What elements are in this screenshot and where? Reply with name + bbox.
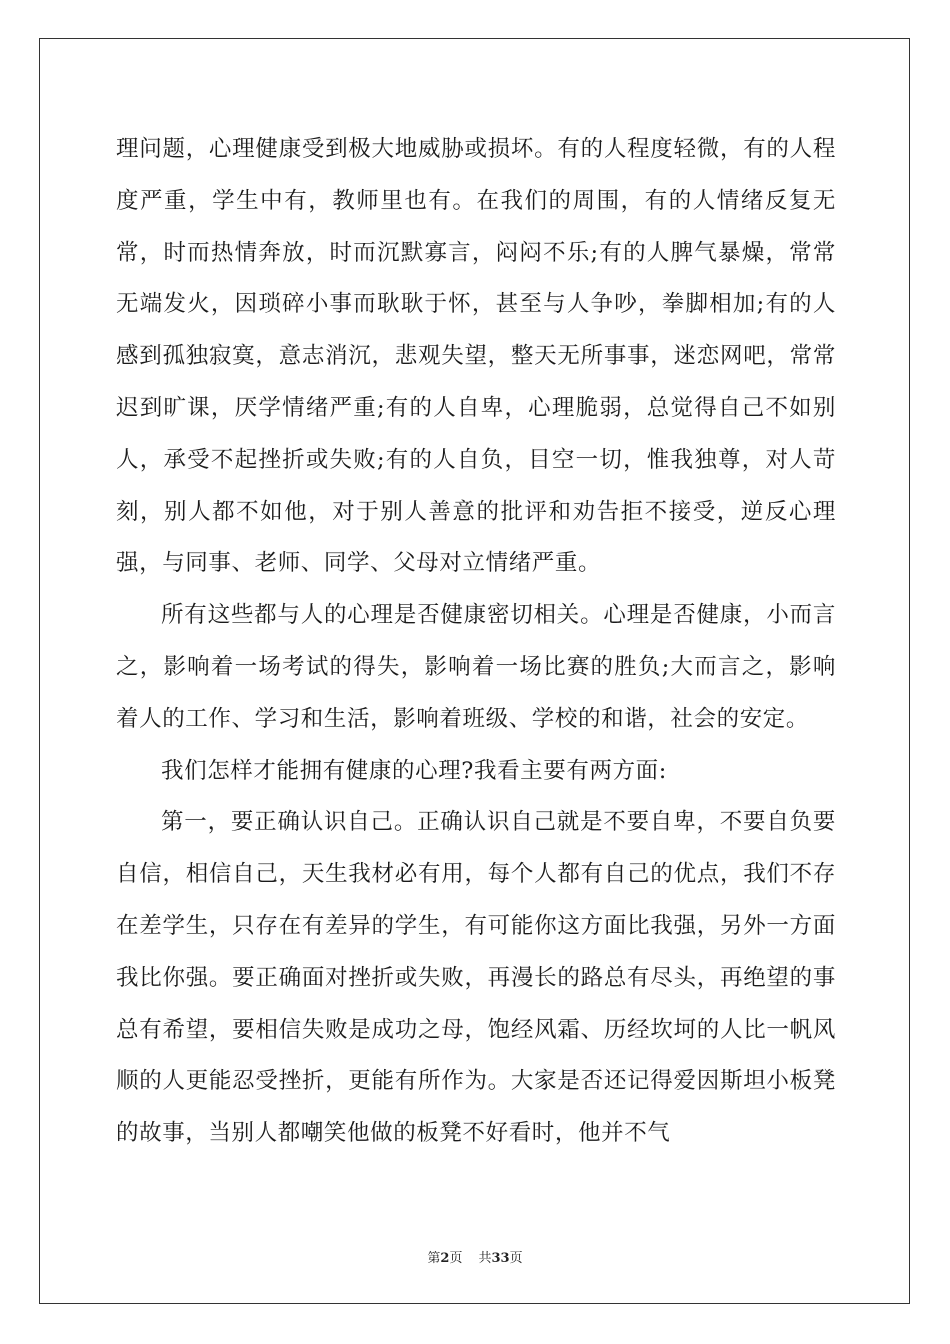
page-number: 2	[440, 1251, 450, 1266]
page-prefix: 第	[427, 1251, 441, 1266]
paragraph-1: 理问题，心理健康受到极大地威胁或损坏。有的人程度轻微，有的人程度严重，学生中有，教师里也有。在我们的周围，有的人情绪反复无常，时而热情奔放，时而沉默寡言，闷闷不乐;有的人脾气暴燥，常常无端发火，因琐碎小事而耿耿于怀，甚至与人争吵，拳脚相加;有的人感到孤独寂寞，意志消沉，悲观失望，整天无所事事，迷恋网吧，常常迟到旷课，厌学情绪严重;有的人自卑，心理脆弱，总觉得自己不如别人，承受不起挫折或失败;有的人自负，目空一切，惟我独尊，对人苛刻，别人都不如他，对于别人善意的批评和劝告拒不接受，逆反心理强，与同事、老师、同学、父母对立情绪严重。	[116, 136, 836, 577]
total-pages: 33	[491, 1251, 510, 1266]
page-footer	[0, 1247, 950, 1266]
document-body	[116, 124, 836, 1160]
paragraph-3: 我们怎样才能拥有健康的心理?我看主要有两方面:	[161, 757, 667, 784]
paragraph-4: 第一，要正确认识自己。正确认识自己就是不要自卑，不要自负要自信，相信自己，天生我材必有用，每个人都有自己的优点，我们不存在差学生，只存在有差异的学生，有可能你这方面比我强，另外一方面我比你强。要正确面对挫折或失败，再漫长的路总有尽头，再绝望的事总有希望，要相信失败是成功之母，饱经风霜、历经坎坷的人比一帆风顺的人更能忍受挫折，更能有所作为。大家是否还记得爱因斯坦小板凳的故事，当别人都嘲笑他做的板凳不好看时，他并不气	[116, 809, 836, 1147]
total-prefix: 共	[478, 1251, 492, 1266]
page-suffix: 页	[449, 1251, 463, 1266]
total-suffix: 页	[509, 1251, 523, 1266]
paragraph-2: 所有这些都与人的心理是否健康密切相关。心理是否健康，小而言之，影响着一场考试的得失，影响着一场比赛的胜负;大而言之，影响着人的工作、学习和生活，影响着班级、学校的和谐，社会的安定。	[116, 602, 836, 732]
